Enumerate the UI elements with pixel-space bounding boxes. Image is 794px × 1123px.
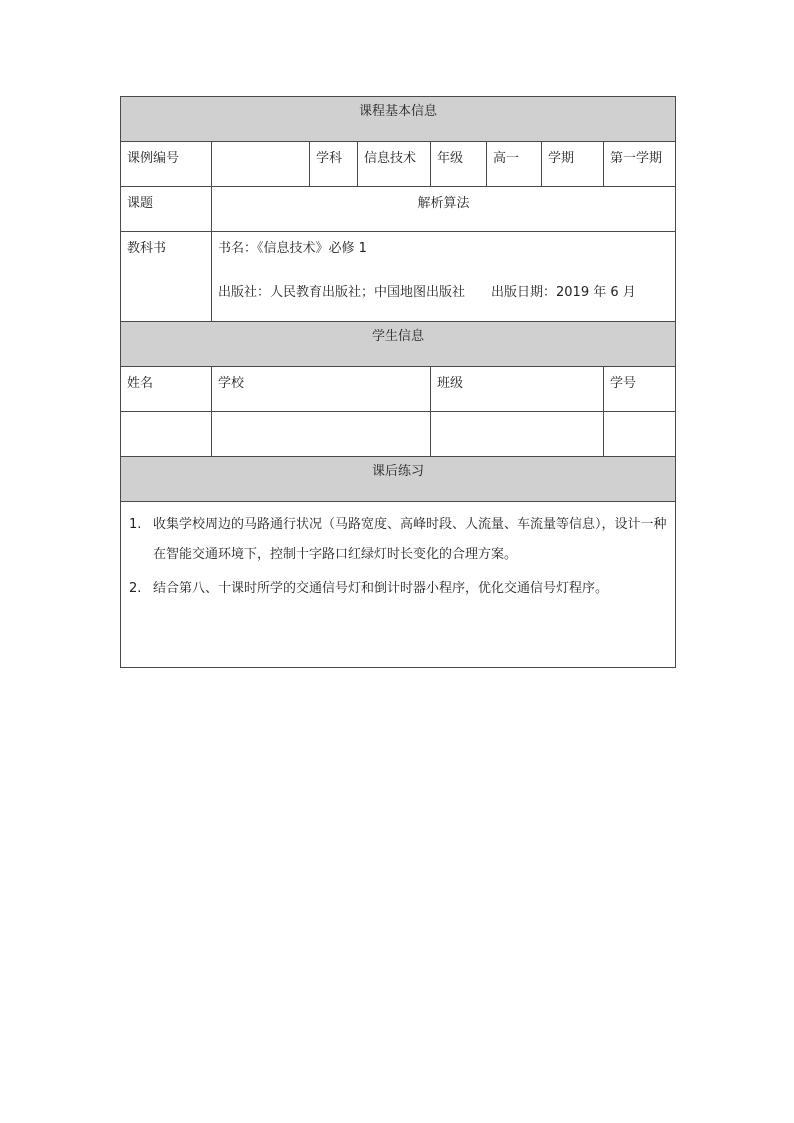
term-value: 第一学期 xyxy=(604,142,676,187)
textbook-info xyxy=(212,232,676,322)
student-id-label: 学号 xyxy=(604,367,676,412)
student-info-header: 学生信息 xyxy=(121,322,676,367)
textbook-label: 教科书 xyxy=(121,232,212,322)
case-number-value xyxy=(212,142,310,187)
exercise-item xyxy=(129,510,667,570)
exercise-number: 1. xyxy=(129,517,142,532)
topic-label: 课题 xyxy=(121,187,212,232)
exercises-header: 课后练习 xyxy=(121,457,676,502)
book-name: 书名：《信息技术》必修 1 xyxy=(218,241,367,256)
name-label: 姓名 xyxy=(121,367,212,412)
subject-value: 信息技术 xyxy=(358,142,431,187)
publish-date: 出版日期：2019 年 6 月 xyxy=(491,285,636,300)
school-label: 学校 xyxy=(212,367,431,412)
term-label: 学期 xyxy=(542,142,604,187)
grade-value: 高一 xyxy=(487,142,542,187)
subject-label: 学科 xyxy=(310,142,358,187)
publisher-line xyxy=(218,284,669,302)
exercise-list xyxy=(129,510,667,604)
exercises-body xyxy=(121,502,676,668)
class-value[interactable] xyxy=(431,412,604,457)
publisher: 出版社：人民教育出版社；中国地图出版社 xyxy=(218,285,466,300)
exercise-item xyxy=(129,574,667,604)
student-id-value[interactable] xyxy=(604,412,676,457)
class-label: 班级 xyxy=(431,367,604,412)
exercise-number: 2. xyxy=(129,581,142,596)
topic-value: 解析算法 xyxy=(212,187,676,232)
school-value[interactable] xyxy=(212,412,431,457)
grade-label: 年级 xyxy=(431,142,487,187)
name-value[interactable] xyxy=(121,412,212,457)
case-number-label: 课例编号 xyxy=(121,142,212,187)
course-info-header: 课程基本信息 xyxy=(121,97,676,142)
course-form-table xyxy=(120,96,676,668)
exercise-text: 结合第八、十课时所学的交通信号灯和倒计时器小程序，优化交通信号灯程序。 xyxy=(153,581,609,596)
exercise-text: 收集学校周边的马路通行状况（马路宽度、高峰时段、人流量、车流量等信息），设计一种在智能交通环境下，控制十字路口红绿灯时长变化的合理方案。 xyxy=(153,517,667,562)
